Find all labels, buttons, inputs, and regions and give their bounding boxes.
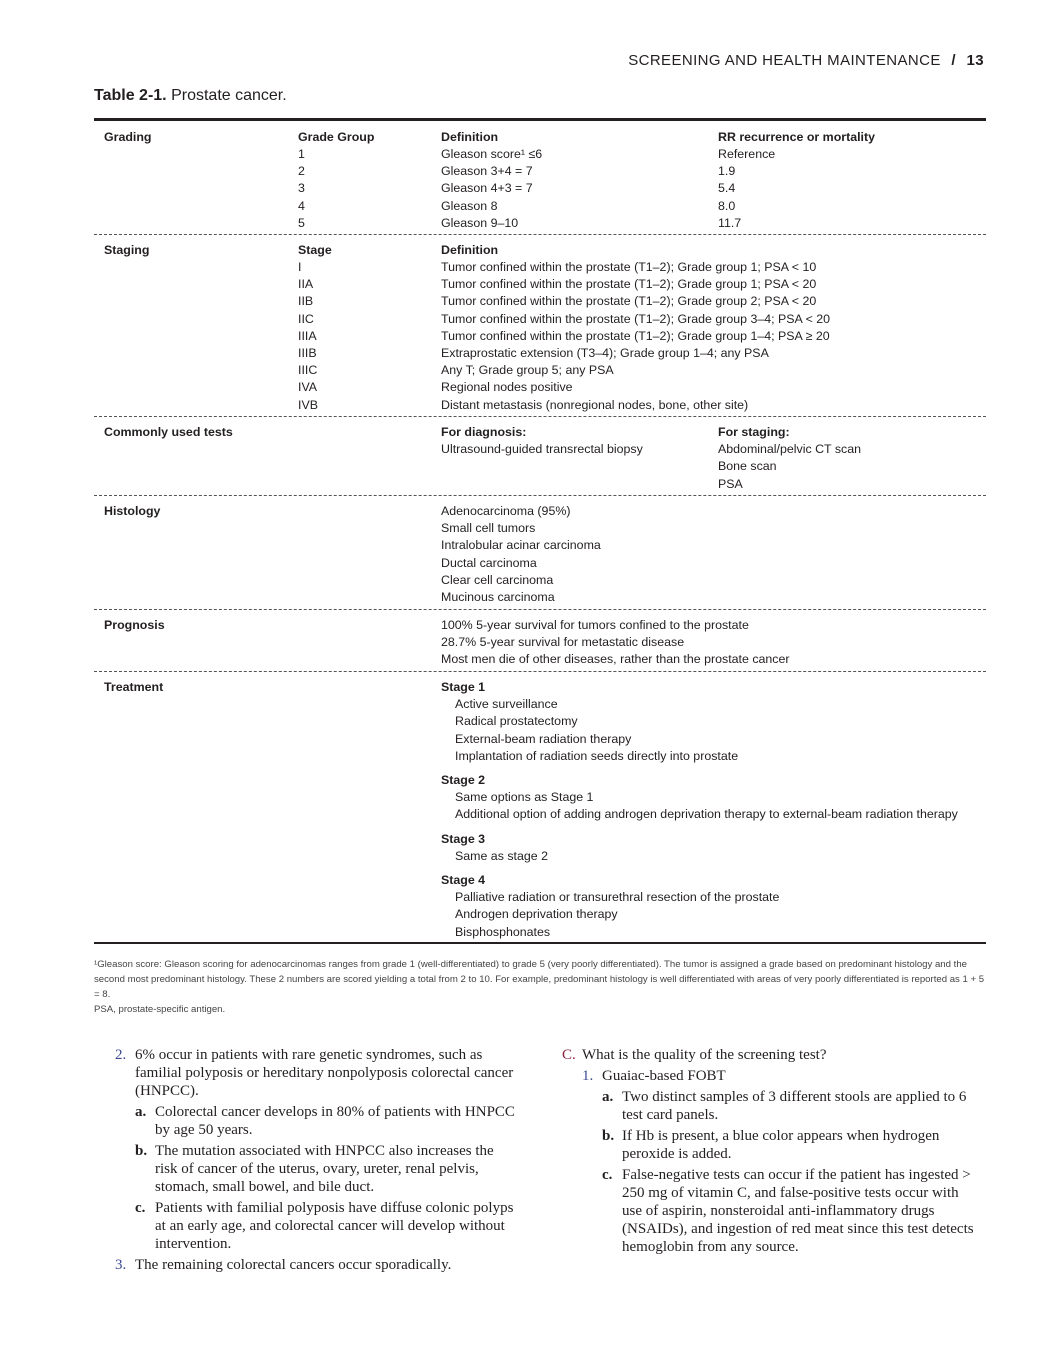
grading-label: Grading <box>104 130 152 144</box>
histology-list <box>441 503 601 606</box>
item-text: 6% occur in patients with rare genetic syndromes, such as familial polyposis or hereditary nonpolyposis colorectal cancer (HNPCC). <box>135 1047 514 1099</box>
prognosis-item: 28.7% 5-year survival for metastatic disease <box>441 635 685 650</box>
gleason-footnote: ¹Gleason score: Gleason scoring for adenocarcinomas ranges from grade 1 (well-differentiated) to grade 5 (very poorly differentiated). The tumor is assigned a grade based on predominant histology and the second most predominant histology. These 2 numbers are scored yielding a total from 2 to 10. For example, predominant histology is well differentiated with areas of very poorly differentiated is reported as 1 + 5 = 8. <box>94 959 985 1000</box>
right-column <box>562 1046 982 1259</box>
grading-cell: 3 <box>298 181 305 196</box>
staging-definition-header: Definition <box>441 243 499 257</box>
table-caption: Prostate cancer. <box>171 87 287 104</box>
diagnosis-column <box>441 424 643 458</box>
grading-cell: Gleason 3+4 = 7 <box>441 164 533 179</box>
running-header <box>628 52 984 69</box>
staging-test-item: Bone scan <box>718 459 777 474</box>
staging-cell: Tumor confined within the prostate (T1–2); Grade group 1; PSA < 10 <box>441 260 817 274</box>
list-item <box>602 1166 982 1256</box>
staging-tests-header: For staging: <box>718 425 790 439</box>
staging-cell: IIC <box>298 311 314 326</box>
grading-cell: Reference <box>718 147 776 161</box>
prognosis-item: 100% 5-year survival for tumors confined to the prostate <box>441 618 749 632</box>
item-number: 2. <box>115 1047 127 1063</box>
grading-cell: Gleason score¹ ≤6 <box>441 147 543 161</box>
treatment-item: Implantation of radiation seeds directly into prostate <box>455 748 739 763</box>
staging-label: Staging <box>104 243 150 257</box>
staging-cell: Tumor confined within the prostate (T1–2); Grade group 3–4; PSA < 20 <box>441 311 831 326</box>
histology-item: Ductal carcinoma <box>441 555 537 570</box>
treatment-item: Same as stage 2 <box>455 848 548 863</box>
grading-cell: 4 <box>298 198 305 213</box>
list-item <box>135 1199 515 1253</box>
list-item <box>602 1088 982 1124</box>
item-text: Guaiac-based FOBT <box>602 1068 726 1084</box>
list-item <box>602 1127 982 1163</box>
histology-label: Histology <box>104 504 161 518</box>
histology-item: Mucinous carcinoma <box>441 590 555 605</box>
diagnosis-header: For diagnosis: <box>441 425 527 439</box>
treatment-section <box>94 671 986 942</box>
treatment-stage-title: Stage 3 <box>441 831 486 846</box>
treatment-item: Same options as Stage 1 <box>455 790 594 805</box>
table-bottom-rule <box>94 942 986 944</box>
staging-cell: Tumor confined within the prostate (T1–2); Grade group 2; PSA < 20 <box>441 294 817 309</box>
grading-cell: Gleason 4+3 = 7 <box>441 181 533 196</box>
heading-letter: C. <box>562 1047 576 1063</box>
histology-item: Adenocarcinoma (95%) <box>441 504 571 518</box>
tests-section <box>94 416 986 495</box>
staging-cell: Any T; Grade group 5; any PSA <box>441 363 614 378</box>
treatment-stage-title: Stage 2 <box>441 773 486 788</box>
treatment-item: Bisphosphonates <box>455 924 551 939</box>
item-letter: a. <box>135 1104 147 1120</box>
treatment-item: Radical prostatectomy <box>455 714 578 729</box>
histology-item: Intralobular acinar carcinoma <box>441 538 601 553</box>
histology-item: Small cell tumors <box>441 521 536 536</box>
item-text: Patients with familial polyposis have diffuse colonic polyps at an early age, and colorectal cancer will develop without intervention. <box>155 1200 514 1252</box>
staging-cell: IVB <box>298 397 318 412</box>
list-item <box>582 1067 982 1085</box>
treatment-stage-title: Stage 1 <box>441 680 486 694</box>
histology-section <box>94 495 986 609</box>
section-heading <box>562 1046 982 1064</box>
treatment-item: Androgen deprivation therapy <box>455 907 618 922</box>
item-text: False-negative tests can occur if the patient has ingested > 250 mg of vitamin C, and false-positive tests occur with use of aspirin, nonsteroidal anti-inflammatory drugs (NSAIDs), and ingestion of red meat since this test detects hemoglobin from any source. <box>622 1167 974 1255</box>
list-item <box>135 1142 515 1196</box>
item-text: The mutation associated with HNPCC also increases the risk of cancer of the uterus, ovary, ureter, renal pelvis, stomach, small bowel, and bile duct. <box>155 1143 494 1195</box>
table-label: Table 2-1. <box>94 87 167 104</box>
item-number: 1. <box>582 1068 594 1084</box>
grading-section <box>94 121 986 234</box>
psa-footnote: PSA, prostate-specific antigen. <box>94 1004 226 1015</box>
grade-group-header: Grade Group <box>298 130 375 144</box>
grading-cell: 2 <box>298 164 305 179</box>
item-text: If Hb is present, a blue color appears when hydrogen peroxide is added. <box>622 1128 940 1162</box>
item-letter: c. <box>135 1200 146 1216</box>
prognosis-list <box>441 617 790 669</box>
treatment-item: Palliative radiation or transurethral resection of the prostate <box>455 890 780 905</box>
diagnosis-item: Ultrasound-guided transrectal biopsy <box>441 442 643 457</box>
item-letter: b. <box>135 1143 148 1159</box>
list-item <box>115 1256 515 1274</box>
staging-cell: IIIC <box>298 363 318 378</box>
staging-cell: Distant metastasis (nonregional nodes, bone, other site) <box>441 397 749 412</box>
item-text: Colorectal cancer develops in 80% of patients with HNPCC by age 50 years. <box>155 1104 515 1138</box>
staging-test-item: PSA <box>718 476 743 491</box>
list-item <box>135 1103 515 1139</box>
table-footnotes <box>94 957 986 1017</box>
staging-cell: IVA <box>298 380 318 395</box>
rr-header: RR recurrence or mortality <box>718 130 876 144</box>
treatment-item: Active surveillance <box>455 697 558 712</box>
item-letter: c. <box>602 1167 613 1183</box>
left-column <box>115 1046 515 1277</box>
prognosis-label: Prognosis <box>104 618 165 632</box>
item-letter: b. <box>602 1128 615 1144</box>
staging-test-item: Abdominal/pelvic CT scan <box>718 442 862 457</box>
prostate-cancer-table <box>94 118 986 944</box>
item-letter: a. <box>602 1089 614 1105</box>
histology-item: Clear cell carcinoma <box>441 572 554 587</box>
heading-text: What is the quality of the screening test? <box>582 1047 827 1063</box>
treatment-item: External-beam radiation therapy <box>455 731 632 746</box>
header-separator: / <box>951 52 956 69</box>
running-title: SCREENING AND HEALTH MAINTENANCE <box>628 52 941 69</box>
grading-cell: Gleason 8 <box>441 198 498 213</box>
item-number: 3. <box>115 1257 127 1273</box>
treatment-stage-title: Stage 4 <box>441 873 486 888</box>
staging-section <box>94 234 986 416</box>
staging-cell: I <box>298 260 302 274</box>
staging-cell: Regional nodes positive <box>441 380 573 395</box>
staging-tests-column <box>718 424 861 493</box>
sublist <box>135 1103 515 1253</box>
treatment-label: Treatment <box>104 680 164 694</box>
page-number: 13 <box>966 52 984 69</box>
staging-cell: Tumor confined within the prostate (T1–2); Grade group 1–4; PSA ≥ 20 <box>441 328 830 343</box>
grading-cell: 1 <box>298 147 305 161</box>
stage-header: Stage <box>298 243 332 257</box>
staging-cell: IIIB <box>298 346 317 360</box>
staging-cell: Extraprostatic extension (T3–4); Grade group 1–4; any PSA <box>441 346 769 360</box>
staging-cell: IIIA <box>298 328 317 343</box>
staging-cell: IIB <box>298 294 314 309</box>
prognosis-item: Most men die of other diseases, rather than the prostate cancer <box>441 652 790 667</box>
definition-header: Definition <box>441 130 499 144</box>
staging-cell: IIA <box>298 277 314 292</box>
item-text: Two distinct samples of 3 different stools are applied to 6 test card panels. <box>622 1089 967 1123</box>
sublist <box>582 1088 982 1256</box>
grading-cell: 11.7 <box>718 215 742 230</box>
grading-cell: 8.0 <box>718 198 736 213</box>
treatment-item: Additional option of adding androgen deprivation therapy to external-beam radiation therapy <box>455 807 958 822</box>
list-item <box>115 1046 515 1100</box>
grading-cell: 5 <box>298 215 305 230</box>
staging-cell: Tumor confined within the prostate (T1–2); Grade group 1; PSA < 20 <box>441 277 817 292</box>
prognosis-section <box>94 609 986 671</box>
tests-label: Commonly used tests <box>104 425 233 439</box>
grading-cell: 1.9 <box>718 164 736 179</box>
item-text: The remaining colorectal cancers occur sporadically. <box>135 1257 452 1273</box>
grading-cell: 5.4 <box>718 181 736 196</box>
grading-cell: Gleason 9–10 <box>441 215 519 230</box>
treatment-list <box>441 679 958 941</box>
table-title <box>94 87 287 105</box>
